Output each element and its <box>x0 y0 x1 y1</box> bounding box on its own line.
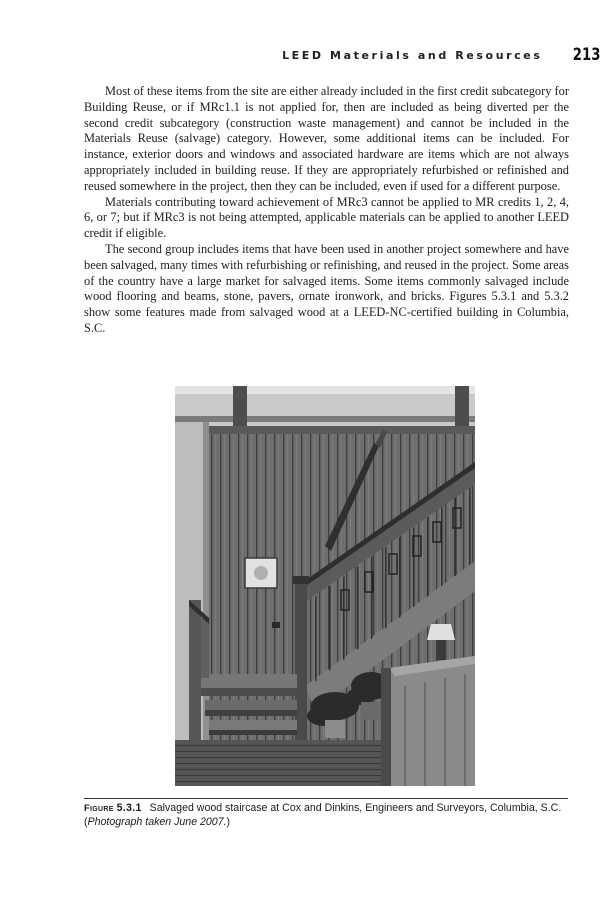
figure-caption <box>84 801 568 829</box>
running-head <box>0 44 600 66</box>
staircase-photo <box>175 386 475 786</box>
caption-rule <box>84 798 568 799</box>
caption-italic: Photograph taken June 2007. <box>87 816 227 828</box>
figure-number: 5.3.1 <box>116 802 142 814</box>
caption-end: ) <box>226 816 231 828</box>
section-title: LEED Materials and Resources <box>282 48 543 62</box>
body-text <box>84 84 569 337</box>
figure-word: Figure <box>84 802 114 813</box>
figure-label <box>84 802 142 813</box>
caption-text: Salvaged wood staircase at Cox and Dinkins, Engineers and Surveyors, Columbia, S.C. ( <box>84 802 562 828</box>
page-number: 213 <box>572 45 600 65</box>
paragraph-1: Most of these items from the site are either already included in the first credit subcategory for Building Reuse, or if MRc1.1 is not applied for, then are included as being diverted per the second credit subcategory (construction waste management) and cannot be included in the Materials Reuse (salvage) category. However, some additional items can be included. For instance, exterior doors and windows and associated hardware are items which are not always appropriately included in building reuse. If they are appropriately refurbished or refinished and reused somewhere in the project, then they can be included, even if used for a different purpose. <box>84 84 569 193</box>
paragraph-3: The second group includes items that have been used in another project somewhere and have been salvaged, many times with refurbishing or refinishing, and reused in the project. Some areas of the country have a large market for salvaged items. Some items commonly salvaged include wood flooring and beams, stone, pavers, ornate ironwork, and bricks. Figures 5.3.1 and 5.3.2 show some features made from salvaged wood at a LEED-NC-certified building in Columbia, S.C. <box>84 241 569 335</box>
paragraph-2: Materials contributing toward achievement of MRc3 cannot be applied to MR credits 1, 2, 4, 6, or 7; but if MRc3 is not being attempted, applicable materials can be applied to another LEED credit if eligible. <box>84 194 569 241</box>
